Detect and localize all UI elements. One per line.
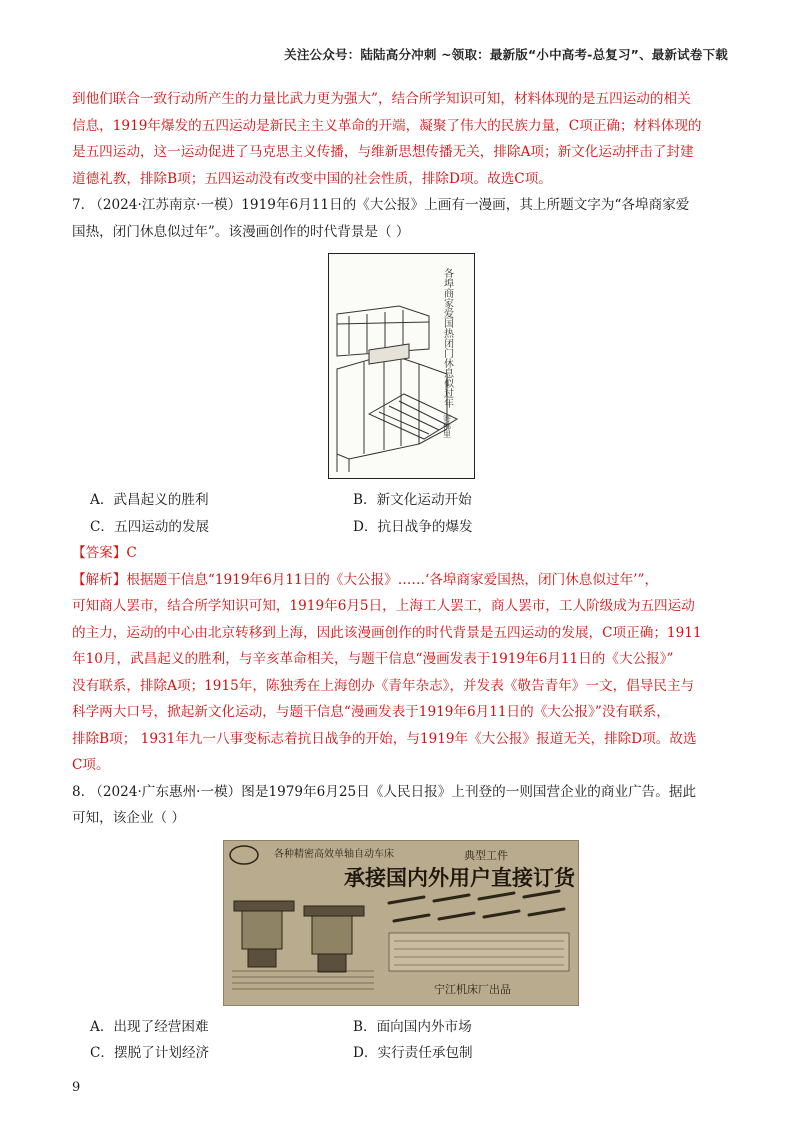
ad-top-left: 各种精密高效单轴自动车床 <box>274 848 394 860</box>
q7-analysis-line: 可知商人罢市，结合所学知识可知，1919年6月5日，上海工人罢工，商人罢市，工人阶级成为五四运动 <box>72 598 695 614</box>
q7-analysis-line: 年10月，武昌起义的胜利，与辛亥革命相关，与题干信息“漫画发表于1919年6月11日的《大公报》” <box>72 651 674 667</box>
q7-analysis-line: 排除B项； 1931年九一八事变标志着抗日战争的开始，与1919年《大公报》报道无关，排除D项。故选 <box>72 730 697 747</box>
intro-line: 信息，1919年爆发的五四运动是新民主主义革命的开端，凝聚了伟大的民族力量，C项正确；材料体现的 <box>72 117 702 134</box>
q8-stem: 8. （2024·广东惠州·一模）图是1979年6月25日《人民日报》上刊登的一则国营企业的商业广告。据此 <box>72 783 697 800</box>
intro-line: 道德礼教，排除B项；五四运动没有改变中国的社会性质，排除D项。故选C项。 <box>72 170 552 187</box>
q7-options <box>90 487 730 540</box>
q7-stem: 国热，闭门休息似过年”。该漫画创作的时代背景是（ ） <box>72 223 410 240</box>
intro-line: 到他们联合一致行动所产生的力量比武力更为强大”，结合所学知识可知，材料体现的是五四运动的相关 <box>72 91 691 107</box>
svg-text:寄佛里: 寄佛里 <box>442 414 451 438</box>
advertisement-drawing <box>224 841 578 1005</box>
ad-footer: 宁江机床厂出品 <box>434 982 511 996</box>
q8-figure <box>72 840 730 1006</box>
q7-analysis-line: 【解析】根据题干信息“1919年6月11日的《大公报》……‘各埠商家爱国热，闭门休息似过年’”， <box>72 571 659 588</box>
ad-headline: 承接国内外用户直接订货 <box>344 864 575 890</box>
q7-answer: 【答案】C <box>72 545 137 561</box>
q8-option-d[interactable]: D．实行责任承包制 <box>353 1045 473 1061</box>
q7-option-d[interactable]: D．抗日战争的爆发 <box>353 518 473 535</box>
q7-analysis-line: C项。 <box>72 757 110 773</box>
advertisement-image <box>223 840 579 1006</box>
q7-analysis-line: 的主力，运动的中心由北京转移到上海，因此该漫画创作的时代背景是五四运动的发展，C项正确；1911 <box>72 624 702 641</box>
cartoon-caption: 各埠商家爱国热闭门休息似过年 <box>441 268 452 408</box>
page-content <box>72 86 730 1067</box>
q8-stem: 可知，该企业（ ） <box>72 810 186 826</box>
q7-stem: 7. （2024·江苏南京·一模）1919年6月11日的《大公报》上画有一漫画，其上所题文字为“各埠商家爱 <box>72 197 690 213</box>
q7-option-b[interactable]: B．新文化运动开始 <box>353 492 472 508</box>
cartoon-image <box>328 253 475 479</box>
page-header: 关注公众号：陆陆高分冲刺 ~领取：最新版“小中高考-总复习”、最新试卷下载 <box>284 47 728 62</box>
q8-option-b[interactable]: B．面向国内外市场 <box>353 1018 472 1035</box>
q8-option-c[interactable]: C．摆脱了计划经济 <box>90 1045 210 1061</box>
q7-option-a[interactable]: A．武昌起义的胜利 <box>90 492 209 508</box>
q7-figure <box>72 253 730 479</box>
q7-analysis-line: 没有联系，排除A项；1915年，陈独秀在上海创办《青年杂志》，并发表《敬告青年》一文，倡导民主与 <box>72 677 695 694</box>
cartoon-drawing <box>329 254 473 477</box>
q7-option-c[interactable]: C．五四运动的发展 <box>90 518 210 535</box>
q8-option-a[interactable]: A．出现了经营困难 <box>90 1018 209 1035</box>
page-number: 9 <box>72 1080 81 1095</box>
intro-line: 是五四运动，这一运动促进了马克思主义传播，与维新思想传播无关，排除A项；新文化运动抨击了封建 <box>72 144 694 160</box>
q8-options <box>90 1014 730 1067</box>
ad-top-right: 典型工件 <box>464 848 508 862</box>
q7-analysis-line: 科学两大口号，掀起新文化运动，与题干信息“漫画发表于1919年6月11日的《大公报》”没有联系， <box>72 704 670 720</box>
